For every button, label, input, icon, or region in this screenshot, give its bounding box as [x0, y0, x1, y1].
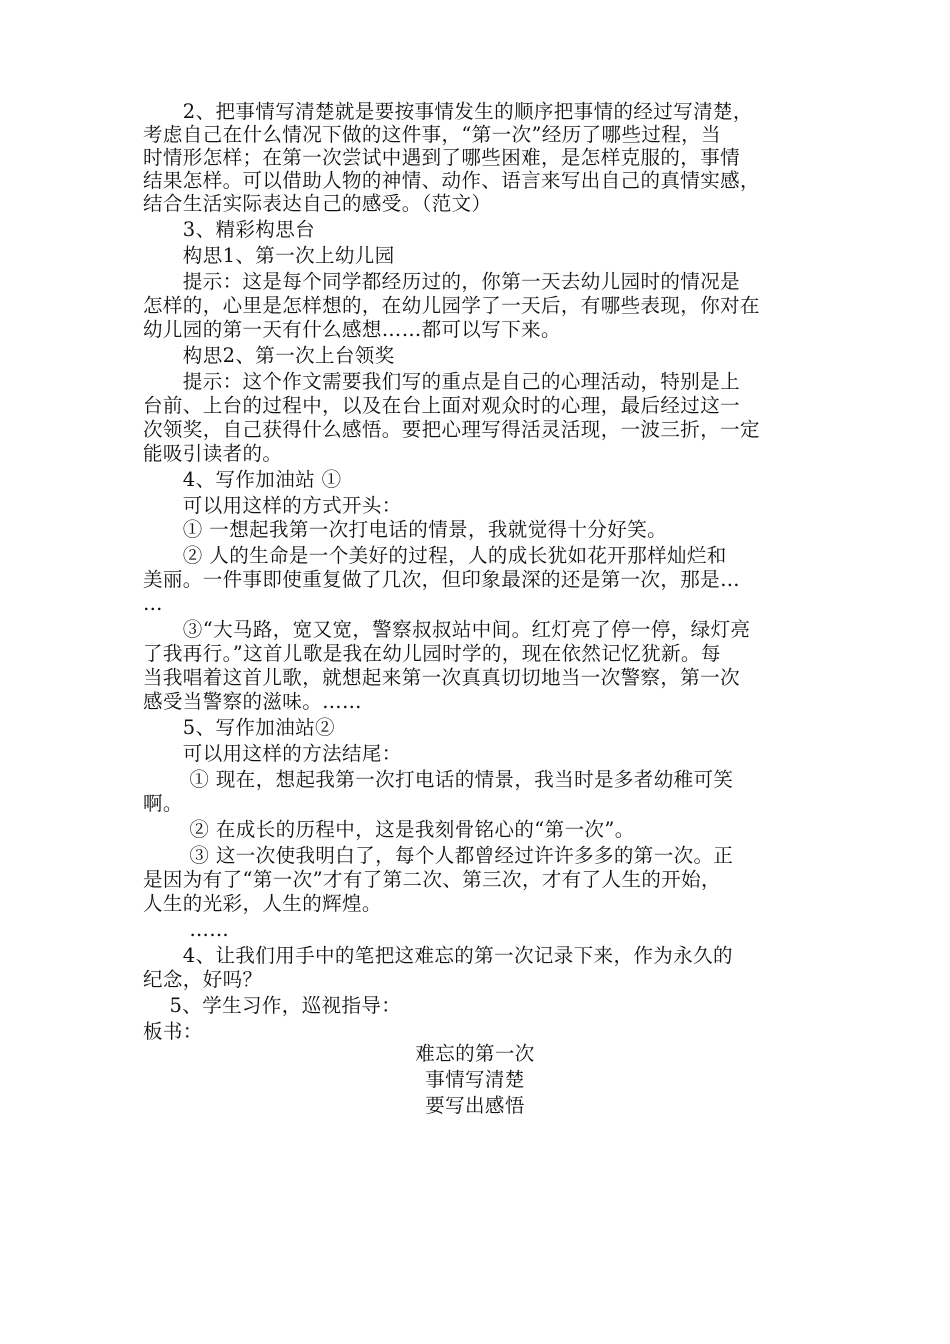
text-line: 结果怎样。可以借助人物的神情、动作、语言来写出自己的真情实感，: [143, 169, 760, 192]
text-line: 4、写作加油站 ①: [143, 468, 342, 491]
text-line: 幼儿园的第一天有什么感想……都可以写下来。: [143, 318, 561, 341]
text-line: 4、让我们用手中的笔把这难忘的第一次记录下来，作为永久的: [143, 944, 733, 967]
text-line: 当我唱着这首儿歌，就想起来第一次真真切切地当一次警察，第一次: [143, 666, 741, 689]
text-line: ② 人的生命是一个美好的过程，人的成长犹如花开那样灿烂和: [143, 544, 727, 567]
board-title: 难忘的第一次: [415, 1042, 535, 1065]
text-line: 纪念，好吗？: [143, 968, 263, 991]
text-line: 美丽。一件事即使重复做了几次，但印象最深的还是第一次，那是…: [143, 568, 741, 591]
text-line: ① 一想起我第一次打电话的情景，我就觉得十分好笑。: [143, 518, 667, 541]
text-line: 考虑自己在什么情况下做的这件事，“第一次”经历了哪些过程，当: [143, 123, 721, 146]
board-item-1: 事情写清楚: [425, 1068, 525, 1091]
text-line: 构思1、第一次上幼儿园: [143, 244, 395, 267]
text-line: ……: [143, 918, 230, 941]
text-line: 5、学生习作，巡视指导：: [143, 994, 402, 1017]
text-line: 2、把事情写清楚就是要按事情发生的顺序把事情的经过写清楚，: [143, 100, 753, 123]
text-line: 感受当警察的滋味。……: [143, 690, 362, 713]
text-line: 板书：: [143, 1020, 203, 1043]
text-line: …: [143, 592, 163, 615]
text-line: 结合生活实际表达自己的感受。（范文）: [143, 192, 492, 215]
text-line: 次领奖，自己获得什么感悟。要把心理写得活灵活现，一波三折，一定: [143, 418, 760, 441]
board-item-2: 要写出感悟: [425, 1094, 525, 1117]
text-line: 提示：这是每个同学都经历过的，你第一天去幼儿园时的情况是: [143, 270, 741, 293]
text-line: ③ 这一次使我明白了，每个人都曾经过许许多多的第一次。正: [143, 844, 734, 867]
text-line: 时情形怎样；在第一次尝试中遇到了哪些困难，是怎样克服的，事情: [143, 146, 741, 169]
text-line: 怎样的，心里是怎样想的，在幼儿园学了一天后，有哪些表现，你对在: [143, 294, 760, 317]
text-line: 提示：这个作文需要我们写的重点是自己的心理活动，特别是上: [143, 370, 741, 393]
text-line: 啊。: [143, 792, 183, 815]
text-line: ② 在成长的历程中，这是我刻骨铭心的“第一次”。: [143, 818, 635, 841]
text-line: 3、精彩构思台: [143, 218, 316, 241]
text-line: 人生的光彩，人生的辉煌。: [143, 892, 382, 915]
text-line: 是因为有了“第一次”才有了第二次、第三次，才有了人生的开始，: [143, 868, 721, 891]
text-line: 构思2、第一次上台领奖: [143, 344, 395, 367]
text-line: 台前、上台的过程中，以及在台上面对观众时的心理，最后经过这一: [143, 394, 741, 417]
text-line: ① 现在，想起我第一次打电话的情景，我当时是多者幼稚可笑: [143, 768, 734, 791]
text-line: 可以用这样的方式开头：: [143, 494, 402, 517]
text-line: 了我再行。”这首儿歌是我在幼儿园时学的，现在依然记忆犹新。每: [143, 642, 721, 665]
text-line: 可以用这样的方法结尾：: [143, 742, 402, 765]
text-line: 5、写作加油站②: [143, 716, 335, 739]
text-line: ③“大马路，宽又宽，警察叔叔站中间。红灯亮了停一停，绿灯亮: [143, 618, 751, 641]
text-line: 能吸引读者的。: [143, 442, 283, 465]
